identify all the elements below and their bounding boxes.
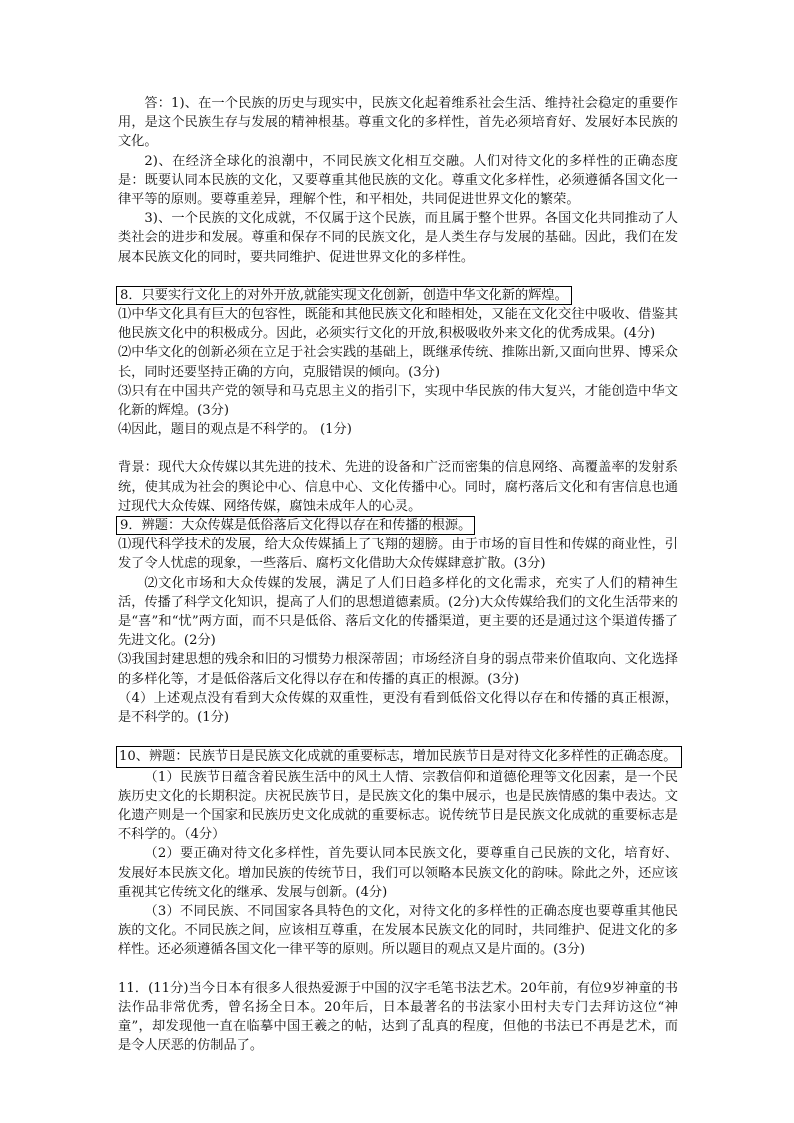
q7-answer-paragraph-1: 答：1)、在一个民族的历史与现实中，民族文化起着维系社会生活、维持社会稳定的重要作用，是这个民族生存与发展的精神根基。尊重文化的多样性，首先必须培育好、发展好本民族的文化。 [118,96,678,150]
q8-answer-2: ⑵中华文化的创新必须在立足于社会实践的基础上，既继承传统、推陈出新,又面向世界、博采众长，同时还要坚持正确的方向，克服错误的倾向。(3分) [118,345,678,380]
q9-answer-1: ⑴现代科学技术的发展，给大众传媒插上了飞翔的翅膀。由于市场的盲目性和传媒的商业性，引发了令人忧虑的现象，一些落后、腐朽文化借助大众传媒肆意扩散。(3分) [118,537,678,572]
q11-question: 11．(11分)当今日本有很多人很热爱源于中国的汉字毛笔书法艺术。20年前，有位9岁神童的书法作品非常优秀，曾名扬全日本。20年后，日本最著名的书法家小田村夫专门去拜访这位“神童”，却发现他一直在临摹中国王羲之的帖，达到了乱真的程度，但他的书法已不再是艺术，而是令人厌恶的仿制品了。 [118,980,678,1054]
q8-answer-1: ⑴中华文化具有巨大的包容性，既能和其他民族文化和睦相处，又能在文化交往中吸收、借鉴其他民族文化中的积极成分。因此，必须实行文化的开放,积极吸收外来文化的优秀成果。(4分) [118,307,678,342]
q10-answer-2: （2）要正确对待文化多样性，首先要认同本民族文化，要尊重自己民族的文化，培育好、发展好本民族文化。增加民族的传统节日，我们可以领略本民族文化的韵味。除此之外，还应该重视其它传统文化的继承、发展与创新。(4分) [118,846,678,900]
q8-title-wrapper [118,286,678,305]
q7-answer-paragraph-2: 2)、在经济全球化的浪潮中，不同民族文化相互交融。人们对待文化的多样性的正确态度是：既要认同本民族的文化，又要尊重其他民族的文化。尊重文化多样性，必须遵循各国文化一律平等的原则。要尊重差异，理解个性，和平相处，共同促进世界文化的繁荣。 [118,153,678,208]
spacer [118,439,678,458]
document-page [118,94,678,1055]
spacer [118,727,678,746]
q10-answer-3: （3）不同民族、不同国家各具特色的文化，对待文化的多样性的正确态度也要尊重其他民族的文化。不同民族之间，应该相互尊重，在发展本民族文化的同时，共同维护、促进文化的多样性。还必须遵循各国文化一律平等的原则。所以题目的观点又是片面的。(3分) [118,903,678,958]
q9-background: 背景：现代大众传媒以其先进的技术、先进的设备和广泛而密集的信息网络、高覆盖率的发射系统，使其成为社会的舆论中心、信息中心、文化传播中心。同时，腐朽落后文化和有害信息也通过现代大众传媒、网络传媒，腐蚀未成年人的心灵。 [118,460,678,514]
q9-title-wrapper [118,516,678,535]
q9-title: 9．辨题：大众传媒是低俗落后文化得以存在和传播的根源。 [116,516,475,535]
q10-title: 10、辨题：民族节日是民族文化成就的重要标志，增加民族节日是对待文化多样性的正确态度。 [116,746,682,767]
q9-answer-4: （4）上述观点没有看到大众传媒的双重性，更没有看到低俗文化得以存在和传播的真正根源，是不科学的。(1分) [118,690,678,726]
q8-title: 8．只要实行文化上的对外开放,就能实现文化创新，创造中华文化新的辉煌。 [116,286,572,305]
q10-answer-1: （1）民族节日蕴含着民族生活中的风土人情、宗教信仰和道德伦理等文化因素，是一个民族历史文化的长期积淀。庆祝民族节日，是民族文化的集中展示，也是民族情感的集中表达。文化遗产则是一个国家和民族历史文化成就的重要标志。说传统节日是民族文化成就的重要标志是不科学的。（4分） [118,769,678,843]
q9-answer-2: ⑵文化市场和大众传媒的发展，满足了人们日趋多样化的文化需求，充实了人们的精神生活，传播了科学文化知识，提高了人们的思想道德素质。(2分)大众传媒给我们的文化生活带来的是“喜”和“忧”两方面，而不只是低俗、落后文化的传播渠道，更主要的还是通过这个渠道传播了先进文化。(2分) [118,575,678,649]
q9-answer-3: ⑶我国封建思想的残余和旧的习惯势力根深蒂固；市场经济自身的弱点带来价值取向、文化选择的多样化等，才是低俗落后文化得以存在和传播的真正的根源。(3分) [118,652,678,687]
q8-answer-3: ⑶只有在中国共产党的领导和马克思主义的指引下，实现中华民族的伟大复兴，才能创造中华文化新的辉煌。(3分) [118,383,678,419]
q8-answer-4: ⑷因此，题目的观点是不科学的。 (1分) [118,422,352,438]
spacer [118,267,678,286]
spacer [118,960,678,979]
q7-answer-paragraph-3: 3)、一个民族的文化成就，不仅属于这个民族，而且属于整个世界。各国文化共同推动了人类社会的进步和发展。尊重和保存不同的民族文化，是人类生存与发展的基础。因此，我们在发展本民族文化的同时，要共同维护、促进世界文化的多样性。 [118,211,678,265]
